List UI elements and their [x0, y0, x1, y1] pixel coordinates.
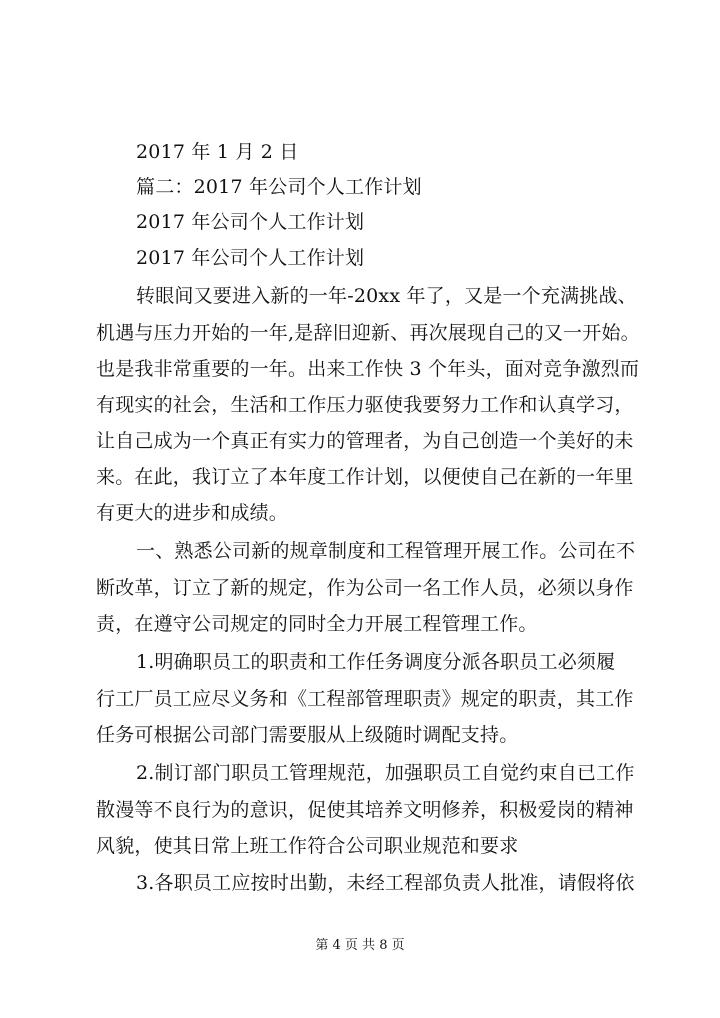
list-item-line: 3.各职员工应按时出勤，未经工程部负责人批准，请假将依: [136, 872, 635, 894]
paragraph-line: 转眼间又要进入新的一年-20xx 年了，又是一个充满挑战、: [136, 285, 637, 307]
list-item-line: 风貌，使其日常上班工作符合公司职业规范和要求: [96, 835, 519, 857]
paragraph-line: 让自己成为一个真正有实力的管理者，为自己创造一个美好的未: [96, 430, 634, 452]
document-title: 2017 年公司个人工作计划: [136, 211, 365, 233]
paragraph-line: 责，在遵守公司规定的同时全力开展工程管理工作。: [96, 613, 538, 635]
page-number: 第 4 页 共 8 页: [315, 938, 405, 953]
date-line: 2017 年 1 月 2 日: [136, 141, 299, 163]
list-item-line: 散漫等不良行为的意识，促使其培养文明修养，积极爱岗的精神: [96, 799, 634, 821]
section-heading: 篇二：2017 年公司个人工作计划: [136, 176, 422, 198]
list-item-line: 1.明确职员工的职责和工作任务调度分派各职员工必须履: [136, 651, 616, 673]
paragraph-line: 断改革，订立了新的规定，作为公司一名工作人员，必须以身作: [96, 577, 634, 599]
paragraph-line: 也是我非常重要的一年。出来工作快 3 个年头，面对竞争激烈而: [96, 358, 640, 380]
document-title-repeat: 2017 年公司个人工作计划: [136, 247, 365, 269]
paragraph-line: 一、熟悉公司新的规章制度和工程管理开展工作。公司在不: [136, 540, 636, 562]
paragraph-line: 来。在此，我订立了本年度工作计划，以便使自己在新的一年里: [96, 466, 634, 488]
paragraph-line: 有现实的社会，生活和工作压力驱使我要努力工作和认真学习，: [96, 394, 634, 416]
paragraph-line: 有更大的进步和成绩。: [96, 502, 289, 524]
paragraph-line: 机遇与压力开始的一年,是辞旧迎新、再次展现自己的又一开始。: [96, 322, 640, 344]
list-item-line: 2.制订部门职员工管理规范，加强职员工自觉约束自已工作: [136, 762, 635, 784]
list-item-line: 任务可根据公司部门需要服从上级随时调配支持。: [96, 724, 519, 746]
list-item-line: 行工厂员工应尽义务和《工程部管理职责》规定的职责，其工作: [96, 688, 634, 710]
